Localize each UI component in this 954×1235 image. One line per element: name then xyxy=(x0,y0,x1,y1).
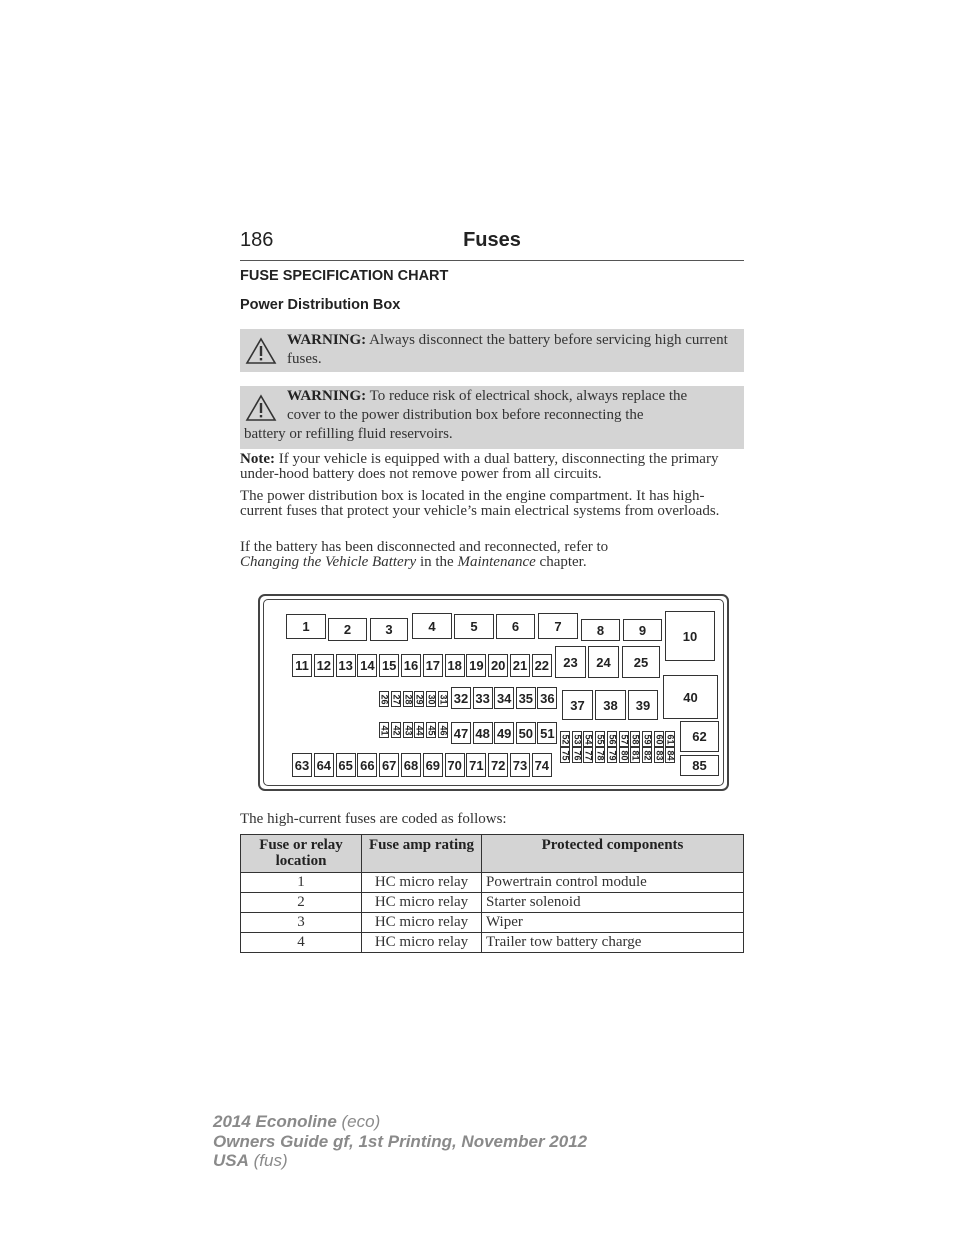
fuse-label: 12 xyxy=(316,658,332,673)
fuse-label: 79 xyxy=(607,749,618,761)
fuse-slot-83 xyxy=(654,747,664,763)
fuse-slot-56 xyxy=(607,731,617,747)
fuse-slot-16 xyxy=(401,654,421,677)
fuse-slot-12 xyxy=(314,654,334,677)
fuse-slot-66 xyxy=(357,753,377,777)
fuse-label: 39 xyxy=(635,697,651,713)
fuse-slot-7 xyxy=(538,613,578,639)
cell-amp-rating: HC micro relay xyxy=(362,873,482,893)
fuse-slot-53 xyxy=(572,731,582,747)
fuse-slot-47 xyxy=(451,722,471,744)
header-location: Fuse or relay location xyxy=(241,835,362,873)
fuse-slot-34 xyxy=(494,687,514,709)
fuse-label: 11 xyxy=(295,658,309,673)
fuse-slot-24 xyxy=(588,646,619,678)
fuse-label: 63 xyxy=(294,757,310,773)
fuse-label: 45 xyxy=(426,724,437,736)
fuse-slot-27 xyxy=(391,691,401,707)
fuse-slot-38 xyxy=(595,690,626,720)
fuse-slot-59 xyxy=(642,731,652,747)
fuse-slot-35 xyxy=(516,687,536,709)
footer-model: 2014 Econoline xyxy=(213,1112,337,1131)
fuse-label: 81 xyxy=(630,749,641,761)
fuse-slot-78 xyxy=(595,747,605,763)
fuse-slot-74 xyxy=(532,753,552,777)
fuse-slot-41 xyxy=(379,722,389,738)
cell-location: 4 xyxy=(241,933,362,953)
fuse-slot-75 xyxy=(560,747,570,763)
fuse-slot-46 xyxy=(438,722,448,738)
fuse-label: 65 xyxy=(338,757,353,773)
fuse-slot-44 xyxy=(414,722,424,738)
table-row xyxy=(241,913,744,933)
fuse-slot-37 xyxy=(562,690,593,720)
fuse-label: 16 xyxy=(403,658,419,673)
fuse-slot-60 xyxy=(654,731,664,747)
fuse-slot-62 xyxy=(680,721,719,752)
subsection-title: Power Distribution Box xyxy=(240,297,401,313)
cell-component: Wiper xyxy=(482,913,744,933)
fuse-slot-72 xyxy=(488,753,508,777)
fuse-label: 8 xyxy=(596,622,605,638)
fuse-label: 56 xyxy=(607,733,618,745)
page-footer xyxy=(213,1112,587,1171)
fuse-slot-58 xyxy=(630,731,640,747)
fuse-slot-76 xyxy=(572,747,582,763)
fuse-label: 10 xyxy=(682,628,698,644)
fuse-slot-17 xyxy=(423,654,443,677)
fuse-spec-table xyxy=(240,834,744,953)
fuse-slot-18 xyxy=(445,654,465,677)
note-paragraph xyxy=(240,452,744,482)
table-row xyxy=(241,873,744,893)
warning-text-line1: To reduce risk of electrical shock, always replace the xyxy=(369,388,688,404)
fuse-slot-67 xyxy=(379,753,399,777)
warning-text-line3: battery or refilling fluid reservoirs. xyxy=(244,426,453,442)
fuse-label: 26 xyxy=(379,693,390,705)
fuse-label: 84 xyxy=(665,749,676,761)
fuse-slot-28 xyxy=(403,691,413,707)
fuse-label: 67 xyxy=(381,757,397,773)
fuse-slot-85 xyxy=(680,755,719,776)
note-label: Note: xyxy=(240,451,275,467)
fuse-label: 37 xyxy=(570,697,585,713)
fuse-label: 60 xyxy=(654,733,665,745)
cell-amp-rating: HC micro relay xyxy=(362,893,482,913)
fuse-label: 23 xyxy=(563,654,578,670)
fuse-slot-30 xyxy=(426,691,436,707)
fuse-slot-4 xyxy=(412,613,452,639)
reconnect-text: chapter. xyxy=(535,554,587,570)
footer-model-code: (eco) xyxy=(341,1112,381,1131)
page-number: 186 xyxy=(240,229,274,251)
fuse-label: 2 xyxy=(343,622,352,637)
fuse-slot-71 xyxy=(466,753,486,777)
fuse-slot-21 xyxy=(510,654,530,677)
fuse-label: 34 xyxy=(496,690,512,706)
fuse-box-diagram xyxy=(258,594,729,791)
cell-component: Powertrain control module xyxy=(482,873,744,893)
fuse-label: 20 xyxy=(490,658,506,673)
fuse-label: 48 xyxy=(475,725,490,741)
warning-box-1 xyxy=(240,329,744,372)
fuse-label: 74 xyxy=(534,757,550,773)
fuse-slot-1 xyxy=(286,614,326,639)
fuse-slot-29 xyxy=(414,691,424,707)
fuse-label: 76 xyxy=(572,749,583,761)
fuse-slot-82 xyxy=(642,747,652,763)
fuse-label: 55 xyxy=(595,733,606,745)
fuse-label: 53 xyxy=(572,733,583,745)
fuse-label: 21 xyxy=(512,658,528,673)
fuse-label: 14 xyxy=(360,658,375,673)
fuse-label: 61 xyxy=(665,733,676,745)
fuse-label: 19 xyxy=(469,658,484,673)
fuse-label: 13 xyxy=(338,658,353,673)
warning-text: Always disconnect the battery before servicing high current fuses. xyxy=(287,332,728,367)
fuse-label: 5 xyxy=(470,619,478,634)
fuse-label: 49 xyxy=(496,725,512,741)
table-row xyxy=(241,893,744,913)
warning-label: WARNING: xyxy=(287,388,367,404)
fuse-slot-26 xyxy=(379,691,389,707)
fuse-slot-25 xyxy=(622,646,660,678)
fuse-slot-42 xyxy=(391,722,401,738)
footer-guide: Owners Guide gf, 1st Printing, November 2012 xyxy=(213,1131,588,1151)
fuse-label: 43 xyxy=(403,724,414,736)
fuse-label: 75 xyxy=(560,749,571,761)
fuse-slot-80 xyxy=(619,747,629,763)
fuse-slot-54 xyxy=(583,731,593,747)
cell-amp-rating: HC micro relay xyxy=(362,933,482,953)
fuse-slot-69 xyxy=(423,753,443,777)
fuse-label: 41 xyxy=(379,724,390,736)
fuse-label: 47 xyxy=(453,725,469,741)
cell-amp-rating: HC micro relay xyxy=(362,913,482,933)
reconnect-text: If the battery has been disconnected and reconnected, refer to xyxy=(240,539,609,555)
fuse-label: 30 xyxy=(426,693,437,705)
fuse-slot-32 xyxy=(451,687,471,709)
fuse-slot-65 xyxy=(336,753,356,777)
note-text: If your vehicle is equipped with a dual battery, disconnecting the primary under-hood battery does not remove power from all circuits. xyxy=(240,451,719,482)
fuse-label: 73 xyxy=(512,757,528,773)
fuse-label: 42 xyxy=(391,724,402,736)
fuse-slot-33 xyxy=(473,687,493,709)
fuse-slot-73 xyxy=(510,753,530,777)
fuse-slot-2 xyxy=(328,618,367,641)
fuse-label: 29 xyxy=(414,693,425,705)
fuse-label: 22 xyxy=(534,658,550,673)
fuse-label: 51 xyxy=(540,725,555,741)
fuse-slot-6 xyxy=(496,614,535,639)
fuse-label: 36 xyxy=(540,690,555,706)
fuse-label: 17 xyxy=(425,658,441,673)
fuse-slot-49 xyxy=(494,722,514,744)
fuse-slot-45 xyxy=(426,722,436,738)
cell-location: 3 xyxy=(241,913,362,933)
fuse-label: 52 xyxy=(560,733,571,745)
fuse-slot-10 xyxy=(665,611,715,661)
fuse-slot-31 xyxy=(438,691,448,707)
cell-component: Trailer tow battery charge xyxy=(482,933,744,953)
fuse-slot-64 xyxy=(314,753,334,777)
fuse-slot-48 xyxy=(473,722,493,744)
fuse-label: 64 xyxy=(316,757,332,773)
reconnect-paragraph xyxy=(240,540,744,570)
fuse-label: 33 xyxy=(475,690,490,706)
fuse-slot-57 xyxy=(619,731,629,747)
fuse-label: 38 xyxy=(603,697,618,713)
fuse-label: 15 xyxy=(381,658,397,673)
fuse-label: 50 xyxy=(518,725,534,741)
fuse-label: 40 xyxy=(683,689,698,705)
header-protected-components: Protected components xyxy=(482,835,744,873)
warning-text-line2: cover to the power distribution box before reconnecting the xyxy=(287,407,644,423)
fuse-label: 58 xyxy=(630,733,641,745)
fuse-slot-23 xyxy=(555,646,586,678)
fuse-label: 27 xyxy=(391,693,402,705)
fuse-slot-68 xyxy=(401,753,421,777)
reconnect-text: in the xyxy=(416,554,458,570)
fuse-label: 3 xyxy=(385,622,393,637)
fuse-label: 1 xyxy=(302,619,310,634)
fuse-slot-39 xyxy=(628,690,658,720)
warning-label: WARNING: xyxy=(287,332,367,348)
fuse-label: 7 xyxy=(554,618,562,634)
fuse-slot-9 xyxy=(623,619,662,641)
fuse-label: 25 xyxy=(633,654,649,670)
fuse-label: 59 xyxy=(642,733,653,745)
fuse-label: 32 xyxy=(453,690,469,706)
fuse-label: 85 xyxy=(692,758,707,773)
fuse-slot-40 xyxy=(663,675,718,719)
fuse-label: 4 xyxy=(428,618,436,634)
fuse-label: 9 xyxy=(638,622,647,638)
cell-location: 2 xyxy=(241,893,362,913)
fuse-slot-5 xyxy=(454,614,494,639)
footer-region: USA xyxy=(213,1151,249,1170)
warning-triangle-icon xyxy=(245,337,277,365)
fuse-slot-13 xyxy=(336,654,356,677)
fuse-label: 35 xyxy=(518,690,534,706)
fuse-label: 46 xyxy=(438,724,449,736)
fuse-box-frame xyxy=(263,599,724,786)
fuse-label: 28 xyxy=(403,693,414,705)
warning-box-2 xyxy=(240,386,744,449)
table-row xyxy=(241,933,744,953)
fuse-label: 31 xyxy=(438,693,449,705)
fuse-label: 68 xyxy=(403,757,419,773)
fuse-slot-61 xyxy=(665,731,675,747)
footer-region-code: (fus) xyxy=(253,1151,288,1170)
fuse-slot-22 xyxy=(532,654,552,677)
fuse-slot-51 xyxy=(537,722,557,744)
chapter-title: Fuses xyxy=(463,229,521,251)
cell-location: 1 xyxy=(241,873,362,893)
fuse-label: 62 xyxy=(692,729,707,744)
fuse-slot-63 xyxy=(292,753,312,777)
fuse-slot-77 xyxy=(583,747,593,763)
fuse-slot-50 xyxy=(516,722,536,744)
table-intro: The high-current fuses are coded as follows: xyxy=(240,811,507,827)
fuse-label: 80 xyxy=(619,749,630,761)
fuse-slot-70 xyxy=(445,753,465,777)
fuse-slot-84 xyxy=(665,747,675,763)
warning-triangle-icon xyxy=(245,394,277,422)
changing-battery-reference: Changing the Vehicle Battery xyxy=(240,554,417,570)
fuse-label: 82 xyxy=(642,749,653,761)
fuse-label: 54 xyxy=(583,733,594,745)
fuse-slot-55 xyxy=(595,731,605,747)
fuse-label: 71 xyxy=(469,757,484,773)
fuse-slot-81 xyxy=(630,747,640,763)
fuse-label: 78 xyxy=(595,749,606,761)
fuse-slot-36 xyxy=(537,687,557,709)
fuse-label: 69 xyxy=(425,757,441,773)
fuse-slot-3 xyxy=(370,618,408,641)
fuse-slot-11 xyxy=(292,654,312,677)
fuse-label: 83 xyxy=(654,749,665,761)
header-amp-rating: Fuse amp rating xyxy=(362,835,482,873)
page-header xyxy=(240,228,744,261)
fuse-label: 24 xyxy=(596,654,611,670)
fuse-slot-8 xyxy=(581,619,620,641)
location-paragraph: The power distribution box is located in the engine compartment. It has high-current fuses that protect your vehicle’s main electrical systems from overloads. xyxy=(240,488,720,519)
section-title: FUSE SPECIFICATION CHART xyxy=(240,268,449,284)
fuse-slot-52 xyxy=(560,731,570,747)
cell-component: Starter solenoid xyxy=(482,893,744,913)
fuse-label: 72 xyxy=(490,757,506,773)
fuse-slot-14 xyxy=(357,654,377,677)
fuse-label: 57 xyxy=(619,733,630,745)
fuse-slot-43 xyxy=(403,722,413,738)
maintenance-reference: Maintenance xyxy=(457,554,536,570)
fuse-slot-19 xyxy=(466,654,486,677)
fuse-label: 66 xyxy=(360,757,375,773)
table-header-row xyxy=(241,835,744,873)
fuse-slot-20 xyxy=(488,654,508,677)
fuse-slot-15 xyxy=(379,654,399,677)
fuse-label: 44 xyxy=(414,724,425,736)
fuse-label: 77 xyxy=(583,749,594,761)
fuse-label: 70 xyxy=(447,757,462,773)
fuse-label: 18 xyxy=(447,658,462,673)
fuse-label: 6 xyxy=(511,619,520,634)
fuse-slot-79 xyxy=(607,747,617,763)
